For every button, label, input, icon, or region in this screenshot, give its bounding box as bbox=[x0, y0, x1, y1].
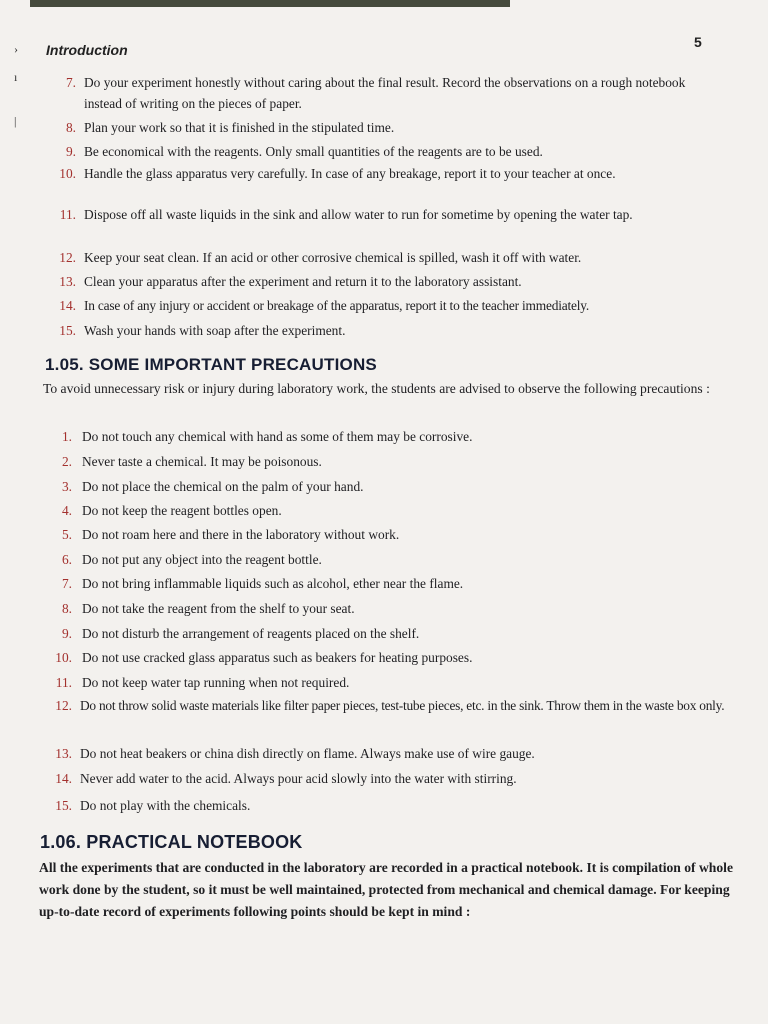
section-heading-precautions: 1.05. SOME IMPORTANT PRECAUTIONS bbox=[45, 355, 377, 374]
precautions-intro: To avoid unnecessary risk or injury during laboratory work, the students are advised to observe the following precautions : bbox=[43, 381, 710, 396]
margin-mark: › bbox=[14, 42, 18, 56]
page-top-edge bbox=[30, 0, 510, 7]
margin-mark: ı bbox=[14, 70, 18, 84]
notebook-paragraph: All the experiments that are conducted in the laboratory are recorded in a practical notebook. It is compilation of whole work done by the student, so it must be well maintained, protected from mechanical and chemical damage. For keeping up-to-date record of experiments following points should be kept in mind : bbox=[39, 860, 733, 919]
section-heading-notebook: 1.06. PRACTICAL NOTEBOOK bbox=[40, 832, 303, 852]
page-number: 5 bbox=[694, 34, 702, 50]
running-head: Introduction bbox=[46, 42, 128, 58]
margin-mark: | bbox=[14, 114, 17, 128]
